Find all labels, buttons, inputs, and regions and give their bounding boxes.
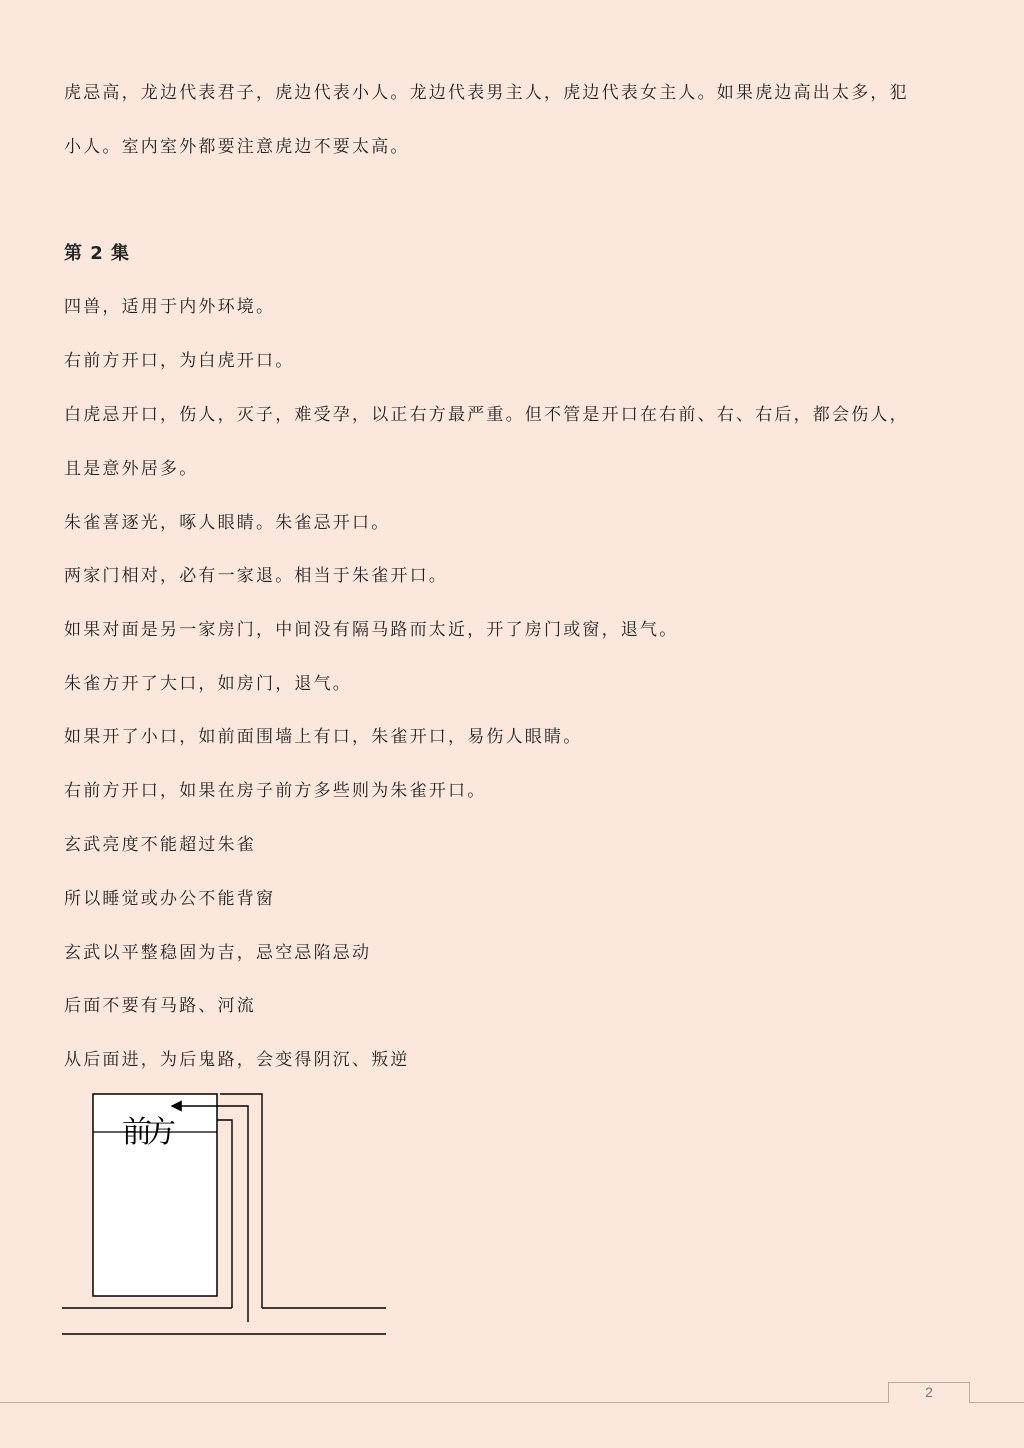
paragraph-line: 且是意外居多。 [64,459,199,479]
paragraph-line: 朱雀喜逐光，啄人眼睛。朱雀忌开口。 [64,513,391,533]
paragraph-line: 小人。室内室外都要注意虎边不要太高。 [64,137,410,157]
paragraph-line: 如果开了小口，如前面围墙上有口，朱雀开口，易伤人眼睛。 [64,727,583,747]
footer-rule [0,1402,1024,1403]
paragraph-line: 从后面进，为后鬼路，会变得阴沉、叛逆 [64,1050,410,1070]
paragraph-line: 如果对面是另一家房门，中间没有隔马路而太近，开了房门或窗，退气。 [64,620,679,640]
paragraph-line: 玄武亮度不能超过朱雀 [64,835,256,855]
paragraph-line: 后面不要有马路、河流 [64,996,256,1016]
paragraph-line: 四兽，适用于内外环境。 [64,297,276,317]
paragraph-line: 虎忌高，龙边代表君子，虎边代表小人。龙边代表男主人，虎边代表女主人。如果虎边高出太多，犯 [64,83,909,103]
page-number: 2 [925,1384,933,1400]
diagram-front-label: 前方 [122,1116,170,1149]
section-heading: 第 2 集 [64,243,131,264]
paragraph-line: 两家门相对，必有一家退。相当于朱雀开口。 [64,566,448,586]
paragraph-line: 白虎忌开口，伤人，灭子，难受孕，以正右方最严重。但不管是开口在右前、右、右后，都会伤人， [64,405,909,425]
paragraph-line: 朱雀方开了大口，如房门，退气。 [64,674,352,694]
path-inner [217,1120,232,1308]
house-road-diagram [60,1088,390,1344]
path-outer [220,1094,262,1308]
paragraph-line: 右前方开口，为白虎开口。 [64,351,295,371]
paragraph-line: 右前方开口，如果在房子前方多些则为朱雀开口。 [64,781,487,801]
paragraph-line: 所以睡觉或办公不能背窗 [64,889,276,909]
paragraph-line: 玄武以平整稳固为吉，忌空忌陷忌动 [64,943,372,963]
